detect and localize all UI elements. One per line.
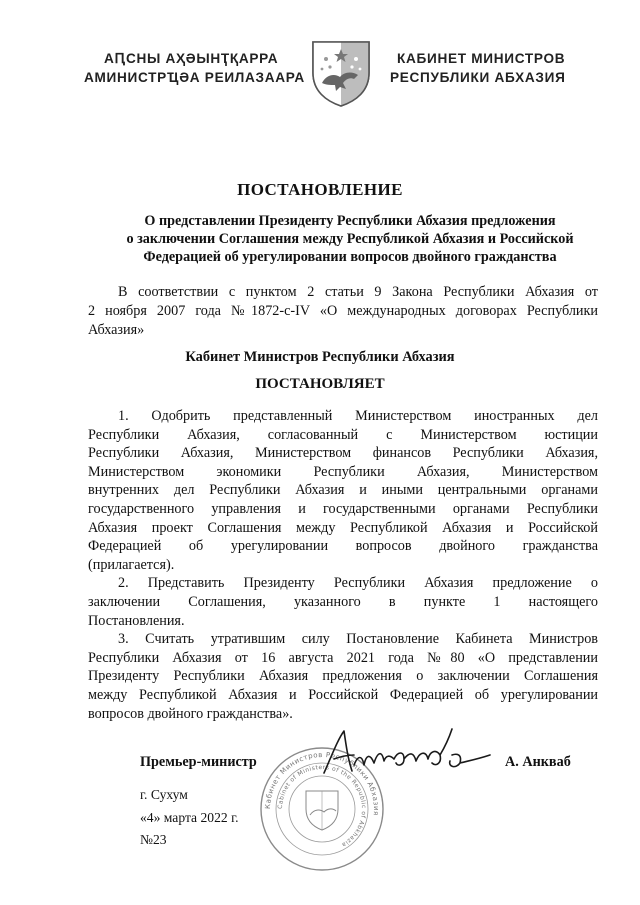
item-1-line: Республики Абхазия, Министерством финансов Республики Абхазия, — [88, 445, 598, 462]
item-1-line: Абхазия проект Соглашения между Республикой Абхазия и Российской — [88, 519, 598, 536]
document-date: «4» марта 2022 г. — [140, 810, 239, 825]
preamble-line: В соответствии с пунктом 2 статьи 9 Закона Республики Абхазия от — [118, 284, 598, 300]
item-1-line: Министерством экономики Республики Абхазия, Министерством — [88, 463, 598, 480]
subject-line: о заключении Соглашения между Республикой Абхазия и Российской — [126, 231, 574, 247]
item-3-line: Республики Абхазия от 16 августа 2021 года №80 «О представлении — [88, 649, 598, 666]
item-1-line: 1. Одобрить представленный Министерством иностранных дел — [118, 408, 598, 424]
item-1-line: внутренних дел Республики Абхазия и иными центральными органами — [88, 482, 598, 499]
preamble-line: 2 ноября 2007 года №1872-с-IV «О международных договорах Республики — [88, 303, 598, 319]
header-abkhaz-line2: АМИНИСТРҴӘА РЕИЛАЗААРА — [84, 70, 305, 85]
handwritten-signature — [318, 725, 503, 783]
signatory-name: А. Анкваб — [505, 754, 571, 770]
item-2-line: 2. Представить Президенту Республики Абхазия предложение о — [118, 575, 598, 592]
preamble — [88, 283, 598, 340]
item-2-line: заключении Соглашения, указанного в пункте 1 настоящего — [88, 593, 598, 610]
document-city: г. Сухум — [140, 787, 188, 802]
document-title: ПОСТАНОВЛЕНИЕ — [237, 180, 403, 199]
header-russian-line2: РЕСПУБЛИКИ АБХАЗИЯ — [390, 70, 566, 85]
coat-of-arms-icon — [310, 39, 372, 109]
item-1-line: Республики Абхазия, согласованный с Министерством юстиции — [88, 426, 598, 443]
item-2-line: Постановления. — [88, 612, 185, 629]
seal-outer-text: Кабинет Министров Республики Абхазия — [263, 750, 381, 817]
seal-inner-text: Cabinet of Ministers of the Republic of Abkhazia — [276, 763, 368, 849]
item-1-line: государственного управления и государственными органами Республики — [88, 500, 598, 517]
document-subject — [100, 212, 600, 266]
item-3-line: вопросов двойного гражданства». — [88, 705, 293, 722]
item-3-line: между Республикой Абхазия и Российской Федерацией об урегулировании — [88, 686, 598, 703]
header-russian-line1: КАБИНЕТ МИНИСТРОВ — [397, 51, 566, 66]
item-1-line: Федерацией об урегулировании вопросов двойного гражданства — [88, 538, 598, 555]
subject-line: Федерацией об урегулировании вопросов двойного гражданства — [143, 249, 557, 265]
decree-body — [88, 407, 598, 723]
item-1-line: (прилагается). — [88, 556, 175, 573]
preamble-line: Абхазия» — [88, 322, 145, 338]
signatory-role: Премьер-министр — [140, 754, 257, 770]
document-number: №23 — [140, 832, 167, 847]
item-3-line: 3. Считать утратившим силу Постановление Кабинета Министров — [118, 631, 598, 648]
issuing-body: Кабинет Министров Республики Абхазия — [185, 349, 455, 365]
header-abkhaz-line1: АԤСНЫ АҲӘЫНҬҚАРРА — [104, 51, 279, 66]
subject-line: О представлении Президенту Республики Абхазия предложения — [144, 213, 556, 229]
item-3-line: Президенту Республики Абхазия предложения о заключении Соглашения — [88, 668, 598, 685]
decree-heading: ПОСТАНОВЛЯЕТ — [255, 376, 385, 392]
